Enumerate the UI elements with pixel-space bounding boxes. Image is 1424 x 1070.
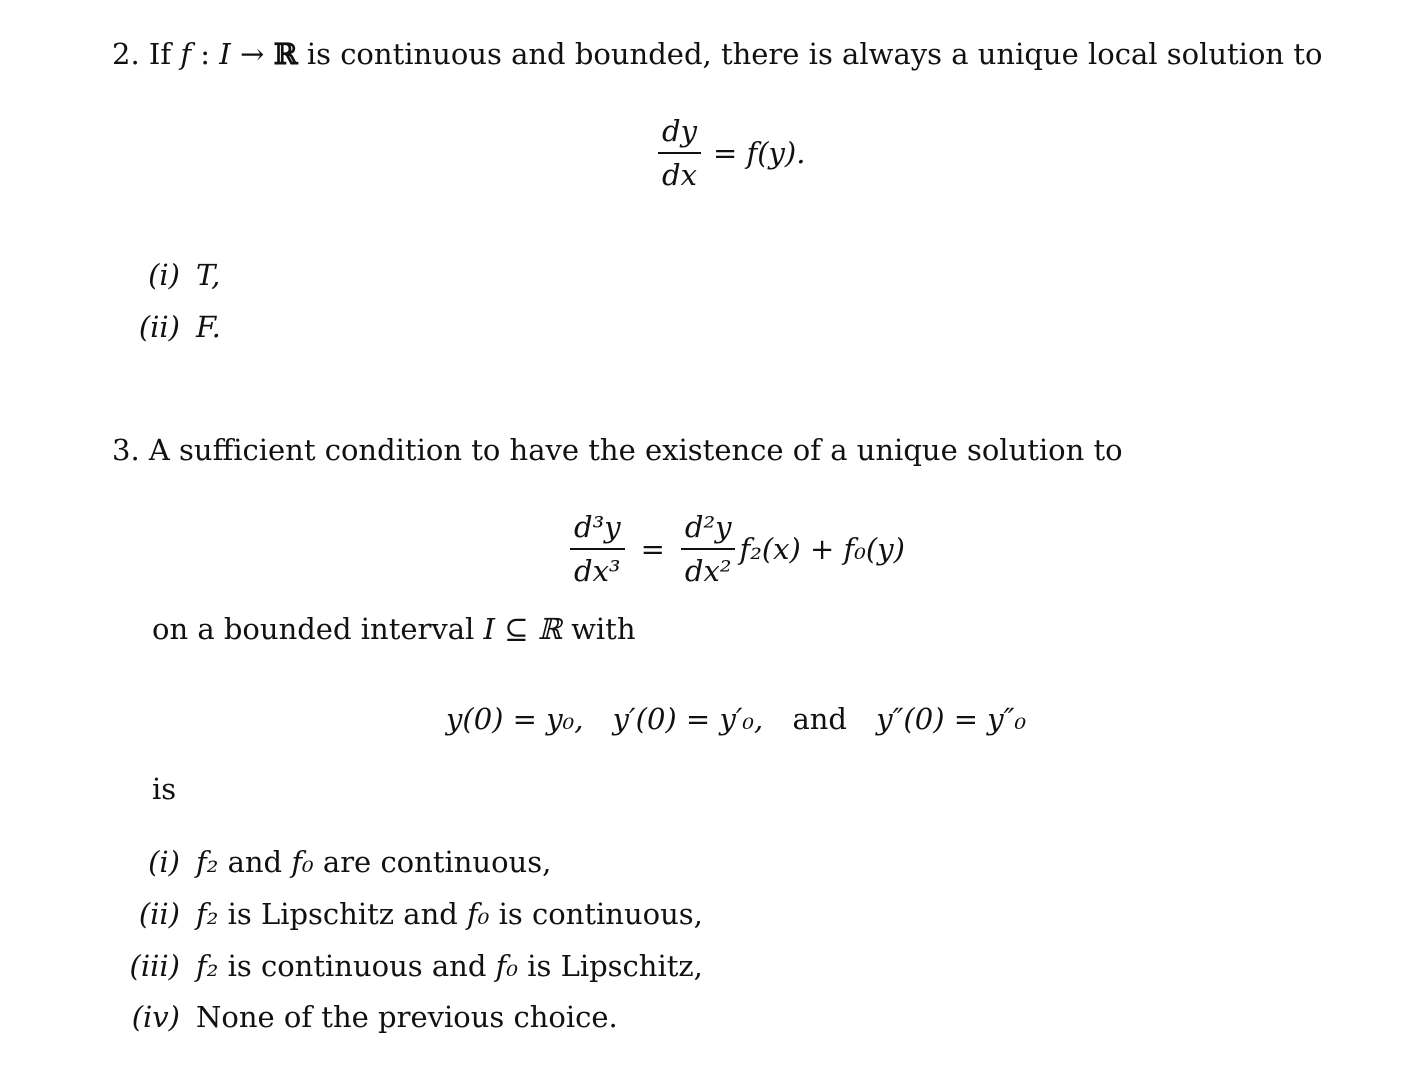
interval-pre: on a bounded interval <box>152 612 475 646</box>
option-mid: and <box>227 845 283 879</box>
option-label: (iv) <box>131 1000 180 1034</box>
math-f0: f₀ <box>467 897 490 931</box>
option-mid: is Lipschitz and <box>227 897 458 931</box>
question-3-equation <box>566 510 905 588</box>
interval-post: with <box>571 612 636 646</box>
question-2-statement <box>112 37 1322 71</box>
fraction-d3y-dx3 <box>570 510 625 588</box>
interval-statement <box>152 612 636 646</box>
question-3-number: 3. <box>112 433 140 467</box>
math-arrow: → <box>239 37 265 71</box>
question-2-option-1 <box>110 258 220 292</box>
equation-rhs: = f(y). <box>712 136 806 170</box>
fraction-dy-dx <box>658 114 701 192</box>
option-label: (i) <box>148 845 180 879</box>
interval-math: I ⊆ ℝ <box>483 612 562 646</box>
question-2-intro-rest: is continuous and bounded, there is always a unique local solution to <box>306 37 1323 71</box>
question-3-option-3 <box>110 949 703 983</box>
math-f0: f₀ <box>291 845 314 879</box>
question-3-intro: A sufficient condition to have the existence of a unique solution to <box>148 433 1123 467</box>
initial-conditions <box>446 702 1026 736</box>
option-text: None of the previous choice. <box>196 1000 618 1034</box>
fraction-d2y-dx2 <box>681 510 736 588</box>
fraction-denominator: dx <box>662 158 697 192</box>
option-text: T, <box>196 258 221 292</box>
option-text: F. <box>196 310 221 344</box>
option-label: (ii) <box>138 897 180 931</box>
fraction-numerator: d³y <box>574 510 621 544</box>
math-f2: f₂ <box>196 845 219 879</box>
fraction-numerator: d²y <box>684 510 732 544</box>
question-3-option-2 <box>110 897 703 931</box>
initial-condition-2: y′(0) = y′₀, <box>612 702 764 736</box>
option-label: (iii) <box>129 949 180 983</box>
math-f2: f₂ <box>196 897 219 931</box>
question-3-option-1 <box>110 845 551 879</box>
math-f: f <box>180 37 192 71</box>
question-2-if: If <box>148 37 172 71</box>
option-mid: is continuous and <box>227 949 487 983</box>
math-I: I <box>219 37 231 71</box>
initial-condition-and: and <box>792 702 847 736</box>
fraction-denominator: dx² <box>684 554 732 588</box>
fraction-denominator: dx³ <box>574 554 621 588</box>
question-2-option-2 <box>110 310 221 344</box>
option-label: (i) <box>148 258 180 292</box>
option-label: (ii) <box>138 310 180 344</box>
math-colon: : <box>200 37 211 71</box>
math-reals: ℝ <box>273 37 298 71</box>
fraction-numerator: dy <box>662 114 697 148</box>
question-2-number: 2. <box>112 37 140 71</box>
option-tail: is Lipschitz, <box>527 949 703 983</box>
question-3-option-4 <box>110 1000 618 1034</box>
option-tail: are continuous, <box>322 845 552 879</box>
initial-condition-1: y(0) = y₀, <box>446 702 584 736</box>
option-tail: is continuous, <box>498 897 703 931</box>
question-2-equation <box>654 114 805 192</box>
equation-rhs-tail: f₂(x) + f₀(y) <box>739 532 905 566</box>
initial-condition-3: y″(0) = y″₀ <box>876 702 1027 736</box>
math-f2: f₂ <box>196 949 219 983</box>
math-f0: f₀ <box>495 949 518 983</box>
is-text: is <box>152 772 177 806</box>
equals-sign: = <box>640 532 665 566</box>
question-3-statement <box>112 433 1123 467</box>
